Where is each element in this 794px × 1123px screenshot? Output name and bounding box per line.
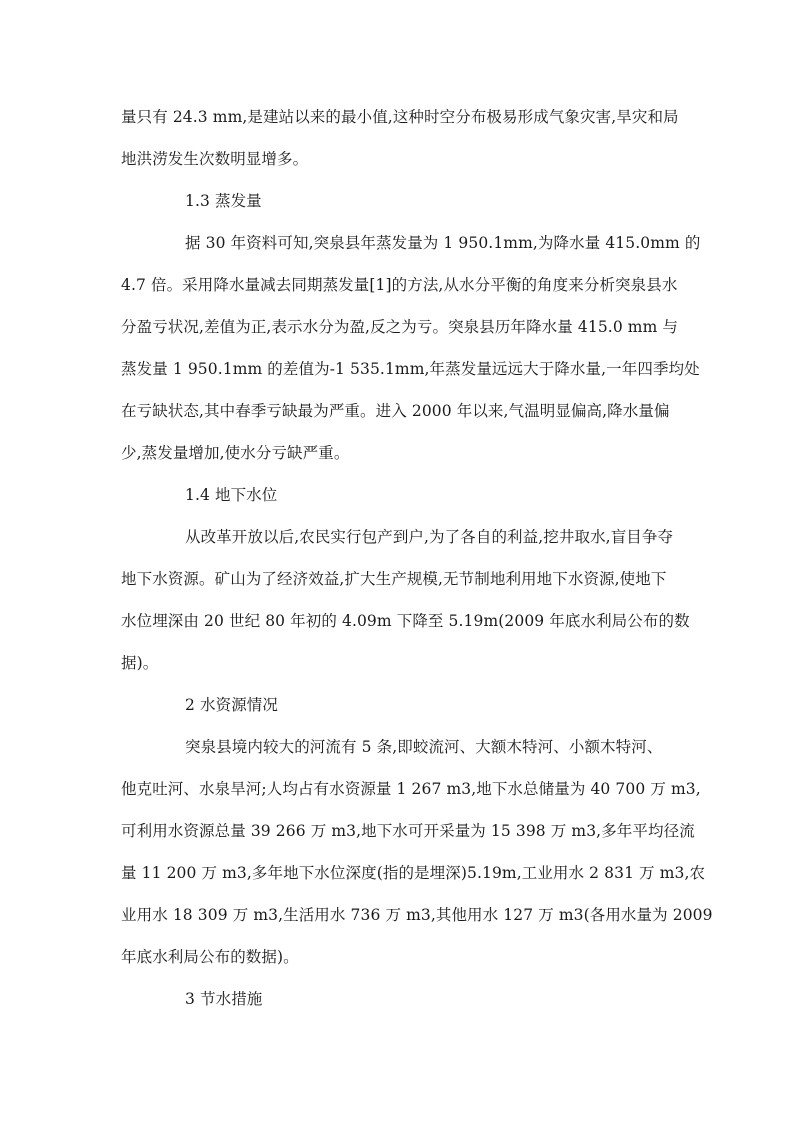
paragraph-line: 4.7 倍。采用降水量减去同期蒸发量[1]的方法,从水分平衡的角度来分析突泉县水	[121, 276, 678, 294]
paragraph-line: 地下水资源。矿山为了经济效益,扩大生产规模,无节制地利用地下水资源,使地下	[121, 570, 667, 588]
section-heading-water-resources: 2 水资源情况	[185, 696, 278, 714]
paragraph-line: 突泉县境内较大的河流有 5 条,即蛟流河、大额木特河、小额木特河、	[185, 738, 663, 756]
paragraph-line: 年底水利局公布的数据)。	[121, 948, 299, 966]
paragraph-line: 少,蒸发量增加,使水分亏缺严重。	[121, 444, 350, 462]
paragraph-line: 分盈亏状况,差值为正,表示水分为盈,反之为亏。突泉县历年降水量 415.0 mm 与	[121, 318, 679, 336]
paragraph-line: 地洪涝发生次数明显增多。	[121, 150, 309, 168]
paragraph-line: 从改革开放以后,农民实行包产到户,为了各自的利益,挖井取水,盲目争夺	[185, 528, 674, 546]
section-heading-evaporation: 1.3 蒸发量	[185, 192, 262, 210]
paragraph-line: 蒸发量 1 950.1mm 的差值为-1 535.1mm,年蒸发量远远大于降水量,一年四季均处	[121, 360, 700, 378]
paragraph-line: 在亏缺状态,其中春季亏缺最为严重。进入 2000 年以来,气温明显偏高,降水量偏	[121, 402, 670, 420]
paragraph-line: 他克吐河、水泉旱河;人均占有水资源量 1 267 m3,地下水总储量为 40 700 万 m3,	[121, 780, 701, 798]
paragraph-line: 业用水 18 309 万 m3,生活用水 736 万 m3,其他用水 127 万 m3(各用水量为 2009	[121, 906, 713, 924]
paragraph-line: 水位埋深由 20 世纪 80 年初的 4.09m 下降至 5.19m(2009 年底水利局公布的数	[121, 612, 690, 630]
paragraph-line: 可利用水资源总量 39 266 万 m3,地下水可开采量为 15 398 万 m3,多年平均径流	[121, 822, 695, 840]
paragraph-line: 量只有 24.3 mm,是建站以来的最小值,这种时空分布极易形成气象灾害,旱灾和局	[121, 108, 679, 126]
paragraph-line: 据)。	[121, 654, 159, 672]
section-heading-groundwater: 1.4 地下水位	[185, 486, 278, 504]
paragraph-line: 量 11 200 万 m3,多年地下水位深度(指的是埋深)5.19m,工业用水 2 831 万 m3,农	[121, 864, 706, 882]
paragraph-line: 据 30 年资料可知,突泉县年蒸发量为 1 950.1mm,为降水量 415.0mm 的	[185, 234, 701, 252]
section-heading-water-saving: 3 节水措施	[185, 990, 263, 1008]
